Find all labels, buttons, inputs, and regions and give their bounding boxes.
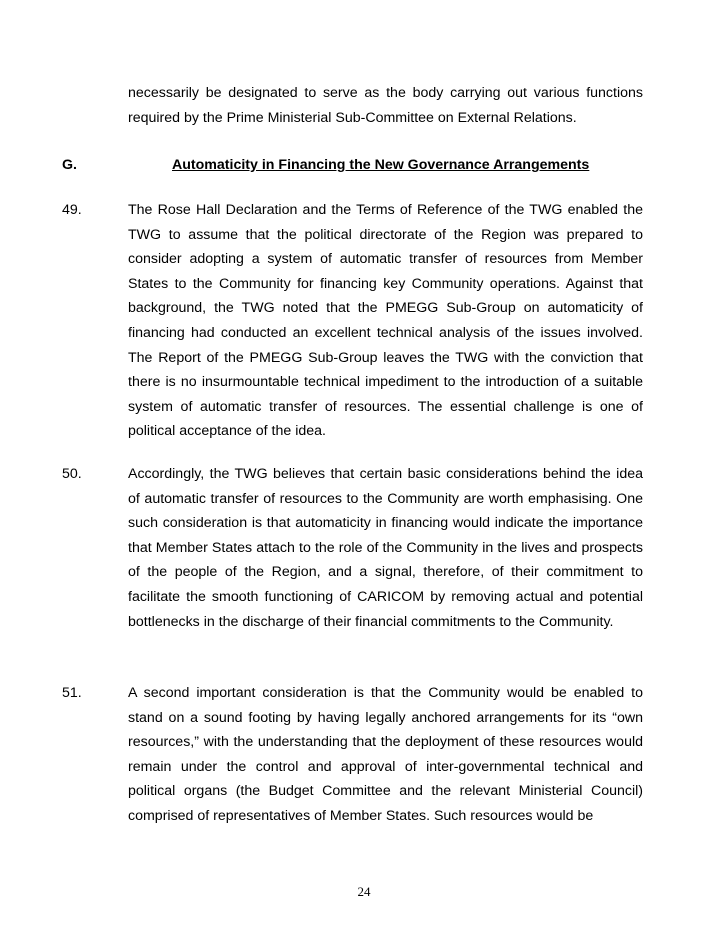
continued-paragraph: necessarily be designated to serve as the body carrying out various functions required by the Prime Ministerial Sub-Committee on External Relations. — [128, 85, 643, 126]
paragraph-49: The Rose Hall Declaration and the Terms of Reference of the TWG enabled the TWG to assume that the political directorate of the Region was prepared to consider adopting a system of automatic transfer of resources from Member States to the Community for financing key Community operations. Against that background, the TWG noted that the PMEGG Sub-Group on automaticity of financing had conducted an excellent technical analysis of the issues involved. The Report of the PMEGG Sub-Group leaves the TWG with the conviction that there is no insurmountable technical impediment to the introduction of a suitable system of automatic transfer of resources. The essential challenge is one of political acceptance of the idea. — [128, 202, 643, 440]
section-heading: Automaticity in Financing the New Governance Arrangements — [172, 157, 590, 173]
paragraph-51: A second important consideration is that the Community would be enabled to stand on a sound footing by having legally anchored arrangements for its “own resources,” with the understanding that the deployment of these resources would remain under the control and approval of inter-governmental technical and political organs (the Budget Committee and the relevant Ministerial Council) comprised of representatives of Member States. Such resources would be — [128, 685, 643, 824]
paragraph-number-50: 50. — [62, 466, 82, 482]
paragraph-number-49: 49. — [62, 202, 82, 218]
paragraph-50: Accordingly, the TWG believes that certain basic considerations behind the idea of automatic transfer of resources to the Community are worth emphasising. One such consideration is that automaticity in financing would indicate the importance that Member States attach to the role of the Community in the lives and prospects of the people of the Region, and a signal, therefore, of their commitment to facilitate the smooth functioning of CARICOM by removing actual and potential bottlenecks in the discharge of their financial commitments to the Community. — [128, 466, 643, 630]
paragraph-number-51: 51. — [62, 685, 82, 701]
page-number: 24 — [357, 884, 371, 899]
section-letter: G. — [62, 157, 77, 173]
